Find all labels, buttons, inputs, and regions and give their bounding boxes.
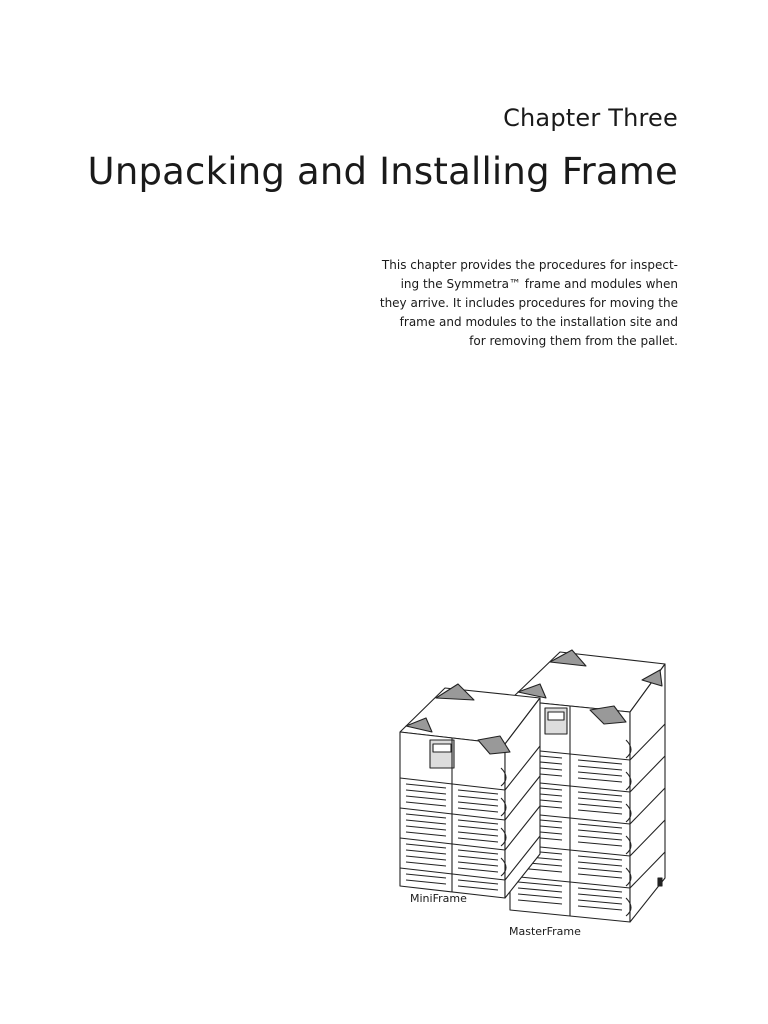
chapter-title: Unpacking and Installing Frame — [87, 150, 678, 193]
intro-line: for removing them from the pallet. — [469, 334, 678, 348]
chapter-label: Chapter Three — [503, 104, 678, 132]
masterframe-caption: MasterFrame — [509, 925, 581, 938]
intro-line: ing the Symmetra™ frame and modules when — [400, 277, 678, 291]
intro-line: frame and modules to the installation site and — [399, 315, 678, 329]
miniframe-caption: MiniFrame — [410, 892, 467, 905]
miniframe-unit — [400, 684, 540, 898]
frame-illustration — [390, 640, 690, 950]
intro-line: they arrive. It includes procedures for moving the — [379, 296, 678, 310]
intro-line: This chapter provides the procedures for inspect- — [381, 258, 678, 272]
intro-paragraph — [368, 256, 678, 351]
